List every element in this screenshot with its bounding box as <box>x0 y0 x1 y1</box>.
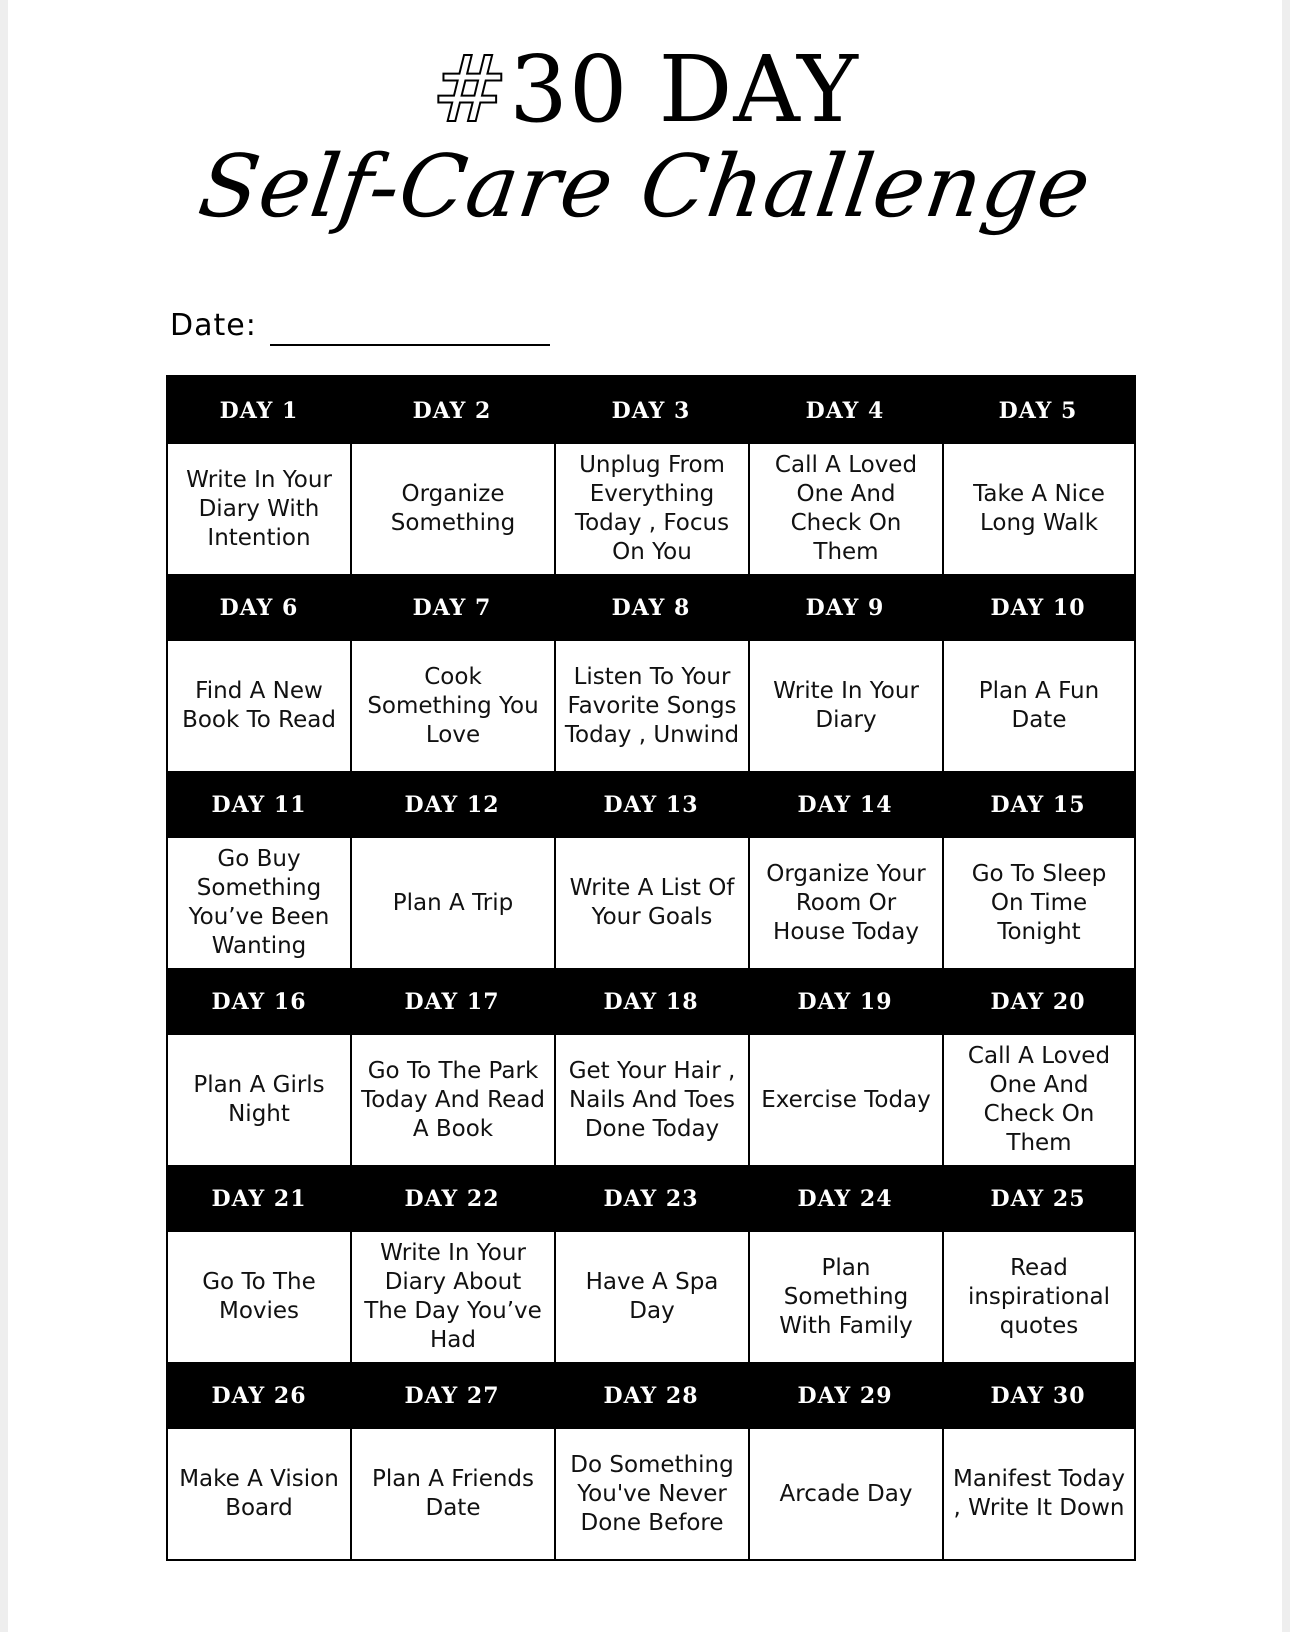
date-label: Date: <box>170 308 257 343</box>
day-label: DAY 19 <box>797 988 893 1015</box>
day-task: Plan A Fun Date <box>942 641 1134 771</box>
day-label: DAY 1 <box>219 397 299 424</box>
day-task: Read inspirational quotes <box>942 1232 1134 1362</box>
day-task: Organize Your Room Or House Today <box>748 838 942 968</box>
day-header-row <box>168 968 1134 1035</box>
day-label: DAY 9 <box>805 594 885 621</box>
day-header-row <box>168 1362 1134 1429</box>
day-label: DAY 22 <box>404 1185 500 1212</box>
day-label: DAY 4 <box>805 397 885 424</box>
day-label: DAY 30 <box>990 1382 1086 1409</box>
challenge-grid <box>166 375 1136 1561</box>
day-label: DAY 10 <box>990 594 1086 621</box>
day-task: Get Your Hair , Nails And Toes Done Today <box>554 1035 748 1165</box>
day-label: DAY 16 <box>211 988 307 1015</box>
day-label: DAY 6 <box>219 594 299 621</box>
day-header-row <box>168 377 1134 444</box>
task-row <box>168 444 1134 574</box>
day-label: DAY 18 <box>603 988 699 1015</box>
day-task: Write A List Of Your Goals <box>554 838 748 968</box>
day-label: DAY 23 <box>603 1185 699 1212</box>
day-task: Go To The Park Today And Read A Book <box>350 1035 554 1165</box>
day-task: Exercise Today <box>748 1035 942 1165</box>
day-task: Do Something You've Never Done Before <box>554 1429 748 1559</box>
day-task: Go To Sleep On Time Tonight <box>942 838 1134 968</box>
day-task: Plan Something With Family <box>748 1232 942 1362</box>
day-task: Call A Loved One And Check On Them <box>942 1035 1134 1165</box>
page-title <box>8 36 1282 143</box>
title-main-text: 30 DAY <box>509 36 859 143</box>
day-label: DAY 14 <box>797 791 893 818</box>
day-label: DAY 15 <box>990 791 1086 818</box>
day-label: DAY 8 <box>611 594 691 621</box>
day-label: DAY 28 <box>603 1382 699 1409</box>
day-task: Call A Loved One And Check On Them <box>748 444 942 574</box>
day-task: Go To The Movies <box>202 1269 316 1324</box>
day-label: DAY 26 <box>211 1382 307 1409</box>
day-header-row <box>168 1165 1134 1232</box>
day-task: Listen To Your Favorite Songs Today , Unwind <box>554 641 748 771</box>
day-label: DAY 25 <box>990 1185 1086 1212</box>
day-label: DAY 11 <box>211 791 307 818</box>
day-task: Have A Spa Day <box>554 1232 748 1362</box>
task-row <box>168 1232 1134 1362</box>
day-task: Plan A Trip <box>350 838 554 968</box>
day-task: Manifest Today , Write It Down <box>942 1429 1134 1559</box>
day-task: Organize Something <box>350 444 554 574</box>
day-task: Plan A Friends Date <box>350 1429 554 1559</box>
day-label: DAY 5 <box>998 397 1078 424</box>
day-label: DAY 20 <box>990 988 1086 1015</box>
day-label: DAY 13 <box>603 791 699 818</box>
day-task: Cook Something You Love <box>350 641 554 771</box>
day-task: Write In Your Diary <box>748 641 942 771</box>
day-label: DAY 12 <box>404 791 500 818</box>
day-task: Go Buy Something You’ve Been Wanting <box>188 846 330 959</box>
day-task: Make A Vision Board <box>179 1466 339 1521</box>
task-row <box>168 1035 1134 1165</box>
day-task: Arcade Day <box>748 1429 942 1559</box>
day-label: DAY 7 <box>412 594 492 621</box>
page-subtitle: Self-Care Challenge <box>192 137 1098 237</box>
title-hash: # <box>431 36 510 143</box>
page <box>8 0 1282 1632</box>
day-label: DAY 17 <box>404 988 500 1015</box>
day-task: Unplug From Everything Today , Focus On You <box>554 444 748 574</box>
day-task: Write In Your Diary About The Day You’ve Had <box>350 1232 554 1362</box>
task-row <box>168 838 1134 968</box>
day-label: DAY 3 <box>611 397 691 424</box>
day-label: DAY 2 <box>412 397 492 424</box>
day-label: DAY 21 <box>211 1185 307 1212</box>
day-header-row <box>168 574 1134 641</box>
day-label: DAY 27 <box>404 1382 500 1409</box>
day-label: DAY 24 <box>797 1185 893 1212</box>
day-task: Find A New Book To Read <box>182 678 336 733</box>
day-task: Plan A Girls Night <box>193 1072 325 1127</box>
date-field[interactable] <box>270 344 550 346</box>
task-row <box>168 1429 1134 1559</box>
day-task: Write In Your Diary With Intention <box>186 466 332 551</box>
task-row <box>168 641 1134 771</box>
day-label: DAY 29 <box>797 1382 893 1409</box>
day-header-row <box>168 771 1134 838</box>
day-task: Take A Nice Long Walk <box>942 444 1134 574</box>
